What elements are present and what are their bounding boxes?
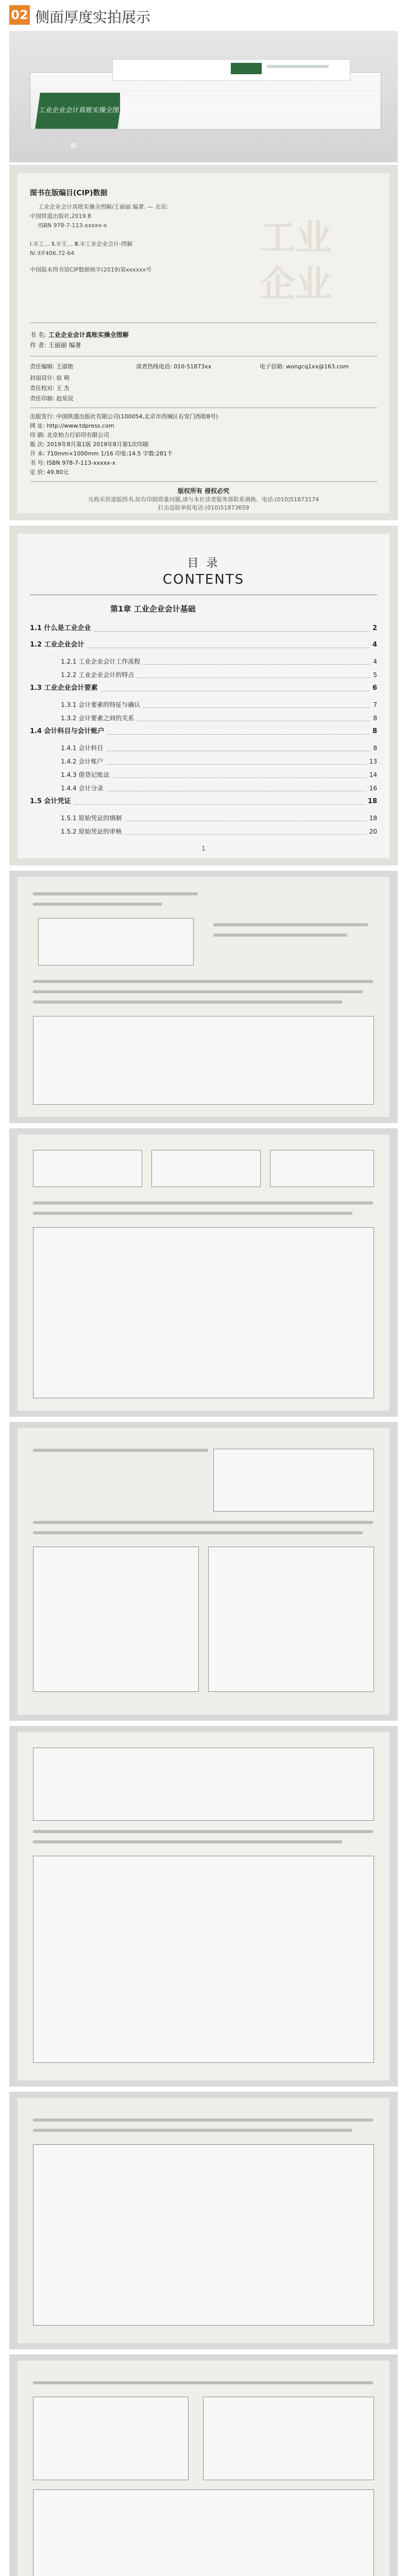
table-box <box>33 1856 374 2063</box>
toc-entry <box>30 684 377 693</box>
toc-paper <box>18 534 389 858</box>
cip-line-3: ISBN 978-7-113-xxxxx-x <box>38 222 107 229</box>
toc-entry <box>61 714 377 723</box>
text-line <box>33 990 363 993</box>
toc-entry-page: 8 <box>373 715 377 722</box>
table-box <box>33 1748 374 1821</box>
table-box <box>208 1547 374 1692</box>
book-spine <box>35 93 123 150</box>
inner-page-2 <box>18 1134 389 1411</box>
inner-page-1 <box>18 877 389 1117</box>
toc-entry <box>61 814 377 823</box>
table-box <box>33 1016 374 1105</box>
toc-entry <box>61 784 377 793</box>
inner-page-5 <box>18 2098 389 2343</box>
toc-entry-text: 1.4.3 借贷记账法 <box>61 771 110 778</box>
text-line <box>33 1531 363 1534</box>
print-row: 责任印制: 赵星辰 <box>30 395 74 402</box>
text-line <box>33 892 198 895</box>
toc-entry-page: 2 <box>372 624 377 632</box>
web-row: 网 址: http://www.tdpress.com <box>30 422 114 429</box>
table-box <box>33 2489 374 2576</box>
toc-entry-page: 6 <box>372 684 377 692</box>
cover-badge <box>231 63 262 74</box>
diagram-box <box>38 918 194 965</box>
inner-page-photo-1 <box>9 871 398 1123</box>
cip-line-1: 工业企业会计真账实操全图解/王丽丽 编著. — 北京: <box>38 204 168 210</box>
toc-entry-text: 1.4 会计科目与会计账户 <box>30 727 105 735</box>
toc-page-number: 1 <box>201 845 206 852</box>
copyright-page-photo <box>9 165 398 520</box>
edition-row: 版 次: 2019年8月第1版 2019年8月第1次印刷 <box>30 441 149 448</box>
toc-title-en: CONTENTS <box>162 572 245 587</box>
toc-entry-text: 1.4.4 会计分录 <box>61 785 104 792</box>
publisher-row: 出版发行: 中国铁道出版社有限公司(100054,北京市西城区右安门西街8号) <box>30 413 218 420</box>
text-line <box>33 2119 373 2122</box>
watermark: 工业 企业 <box>260 216 332 305</box>
rights-text: 版权所有 侵权必究 <box>177 487 230 495</box>
toc-entry-text: 1.3.2 会计要素之间的关系 <box>61 715 134 722</box>
inner-page-4 <box>18 1732 389 2080</box>
toc-entry-page: 18 <box>369 815 377 822</box>
phone-row: 读者热线电话: 010-51873xx <box>136 363 212 370</box>
toc-leader <box>112 772 366 778</box>
divider-4 <box>30 481 377 482</box>
design-row: 封面设计: 宿 萌 <box>30 375 70 381</box>
inner-page-photo-2 <box>9 1128 398 1417</box>
table-box <box>33 2144 374 2326</box>
flow-box <box>33 1150 142 1187</box>
text-line <box>33 1840 342 1843</box>
toc-entry-page: 4 <box>373 658 377 665</box>
toc-leader <box>101 686 369 691</box>
toc-entry-page: 4 <box>372 641 377 649</box>
toc-entry <box>30 640 377 650</box>
toc-entry-text: 1.5.2 原始凭证的审核 <box>61 828 122 835</box>
toc-entry <box>61 700 377 709</box>
toc-entry <box>61 757 377 766</box>
book-side-photo <box>9 31 398 162</box>
text-line <box>33 1830 373 1833</box>
toc-leader <box>74 799 365 805</box>
text-line <box>33 980 373 983</box>
flow-box <box>151 1150 261 1187</box>
toc-leader <box>137 672 370 678</box>
text-line <box>33 903 162 906</box>
toc-entry-text: 1.5.1 原始凭证的填制 <box>61 815 122 822</box>
toc-leader <box>143 702 370 708</box>
text-line <box>213 923 368 926</box>
notice-text: 凡购买铁道版图书,如有印制质量问题,请与本社读者服务部联系调换。电话:(010)51873174 <box>88 496 319 503</box>
cip-title: 图书在版编目(CIP)数据 <box>30 189 108 197</box>
inner-page-photo-5 <box>9 2092 398 2349</box>
cip-line-2: 中国铁道出版社,2019.8 <box>30 213 91 219</box>
toc-entry-page: 16 <box>369 785 377 792</box>
section-title: 侧面厚度实拍展示 <box>35 9 151 26</box>
toc-leader <box>106 786 366 791</box>
toc-entry-text: 1.2.1 工业企业会计工作流程 <box>61 658 141 665</box>
toc-entry-text: 1.2.2 工业企业会计的特点 <box>61 671 134 679</box>
toc-entry <box>30 624 377 633</box>
toc-leader <box>137 716 370 721</box>
toc-entry-page: 18 <box>367 798 377 805</box>
toc-leader <box>125 829 366 835</box>
inner-page-photo-6 <box>9 2354 398 2576</box>
toc-entry <box>30 727 377 736</box>
book-title-row: 书 名: 工业企业会计真账实操全图解 <box>30 331 129 338</box>
toc-title: 目 录 <box>187 557 220 570</box>
toc-entry-text: 1.4.1 会计科目 <box>61 744 104 752</box>
cip-line-6: 中国版本图书馆CIP数据核字(2019)第xxxxxx号 <box>30 266 152 273</box>
toc-entry-page: 20 <box>369 828 377 835</box>
text-line <box>33 2129 352 2132</box>
toc-entry-page: 8 <box>373 744 377 752</box>
diagram-box <box>33 1547 199 1692</box>
flow-box <box>270 1150 374 1187</box>
toc-entry-page: 7 <box>373 701 377 708</box>
toc-entry-text: 1.2 工业企业会计 <box>30 641 84 649</box>
text-line <box>213 934 347 937</box>
toc-entry <box>61 670 377 680</box>
toc-leader <box>88 642 369 648</box>
notice-text-2: 打击盗版举报电话:(010)51873659 <box>158 504 249 511</box>
toc-entry <box>61 657 377 666</box>
text-line <box>33 1201 373 1205</box>
table-box <box>203 2397 374 2480</box>
printer-row: 印 刷: 北京柏力行彩印有限公司 <box>30 432 109 438</box>
toc-entry-text: 1.4.2 会计账户 <box>61 758 104 765</box>
toc-leader <box>106 759 366 765</box>
toc-leader <box>106 745 370 751</box>
text-line <box>33 1521 373 1524</box>
book-pages <box>120 93 380 129</box>
text-line <box>33 1001 342 1004</box>
toc-leader <box>94 626 369 632</box>
toc-entry-page: 5 <box>373 671 377 679</box>
spine-title: 工业企业会计真账实操全图解 <box>38 107 120 150</box>
section-banner <box>0 0 407 30</box>
text-line <box>33 1449 208 1452</box>
toc-entry <box>61 770 377 779</box>
toc-entry-page: 8 <box>372 727 377 735</box>
toc-entry-page: 14 <box>369 771 377 778</box>
toc-entry-text: 1.5 会计凭证 <box>30 798 71 805</box>
table-box <box>213 1449 374 1512</box>
toc-entry <box>30 797 377 806</box>
cover-accent <box>267 65 329 68</box>
cip-line-4: Ⅰ.①工… Ⅱ.①王… Ⅲ.①工业企业会计-图解 <box>30 241 133 247</box>
inner-page-3 <box>18 1428 389 1715</box>
table-box <box>33 1227 374 1398</box>
inner-page-photo-3 <box>9 1422 398 1721</box>
divider-2 <box>30 356 377 357</box>
toc-leader <box>125 816 366 821</box>
copyright-paper <box>18 173 389 513</box>
proof-row: 责任校对: 王 杰 <box>30 385 70 392</box>
diagram-box <box>33 2397 189 2480</box>
toc-entry-text: 1.3.1 会计要素的特征与确认 <box>61 701 141 708</box>
text-line <box>33 1212 352 1215</box>
toc-page-photo <box>9 526 398 866</box>
email-row: 电子信箱: wongcq1xx@163.com <box>260 363 349 370</box>
inner-page-6 <box>18 2361 389 2576</box>
toc-entry-text: 1.1 什么是工业企业 <box>30 624 91 632</box>
toc-entry-page: 13 <box>369 758 377 765</box>
toc-entry-text: 1.3 工业企业会计要素 <box>30 684 98 692</box>
editor-row: 责任编辑: 王淑艳 <box>30 363 74 370</box>
size-row: 开 本: 710mm×1000mm 1/16 印张:14.5 字数:281千 <box>30 450 173 457</box>
toc-leader <box>143 659 370 665</box>
section-number-badge: 02 <box>9 5 30 25</box>
toc-entry <box>61 827 377 836</box>
cip-line-5: Ⅳ.①F406.72-64 <box>30 250 75 257</box>
price-row: 定 价: 49.80元 <box>30 469 69 476</box>
toc-chapter-label: 第1章 工业企业会计基础 <box>110 604 196 614</box>
inner-page-photo-4 <box>9 1726 398 2087</box>
isbn-row: 书 号: ISBN 978-7-113-xxxxx-x <box>30 460 116 466</box>
author-row: 作 者: 王丽丽 编著 <box>30 342 81 349</box>
toc-leader <box>108 729 369 735</box>
toc-entry <box>61 743 377 753</box>
text-line <box>33 2381 373 2384</box>
